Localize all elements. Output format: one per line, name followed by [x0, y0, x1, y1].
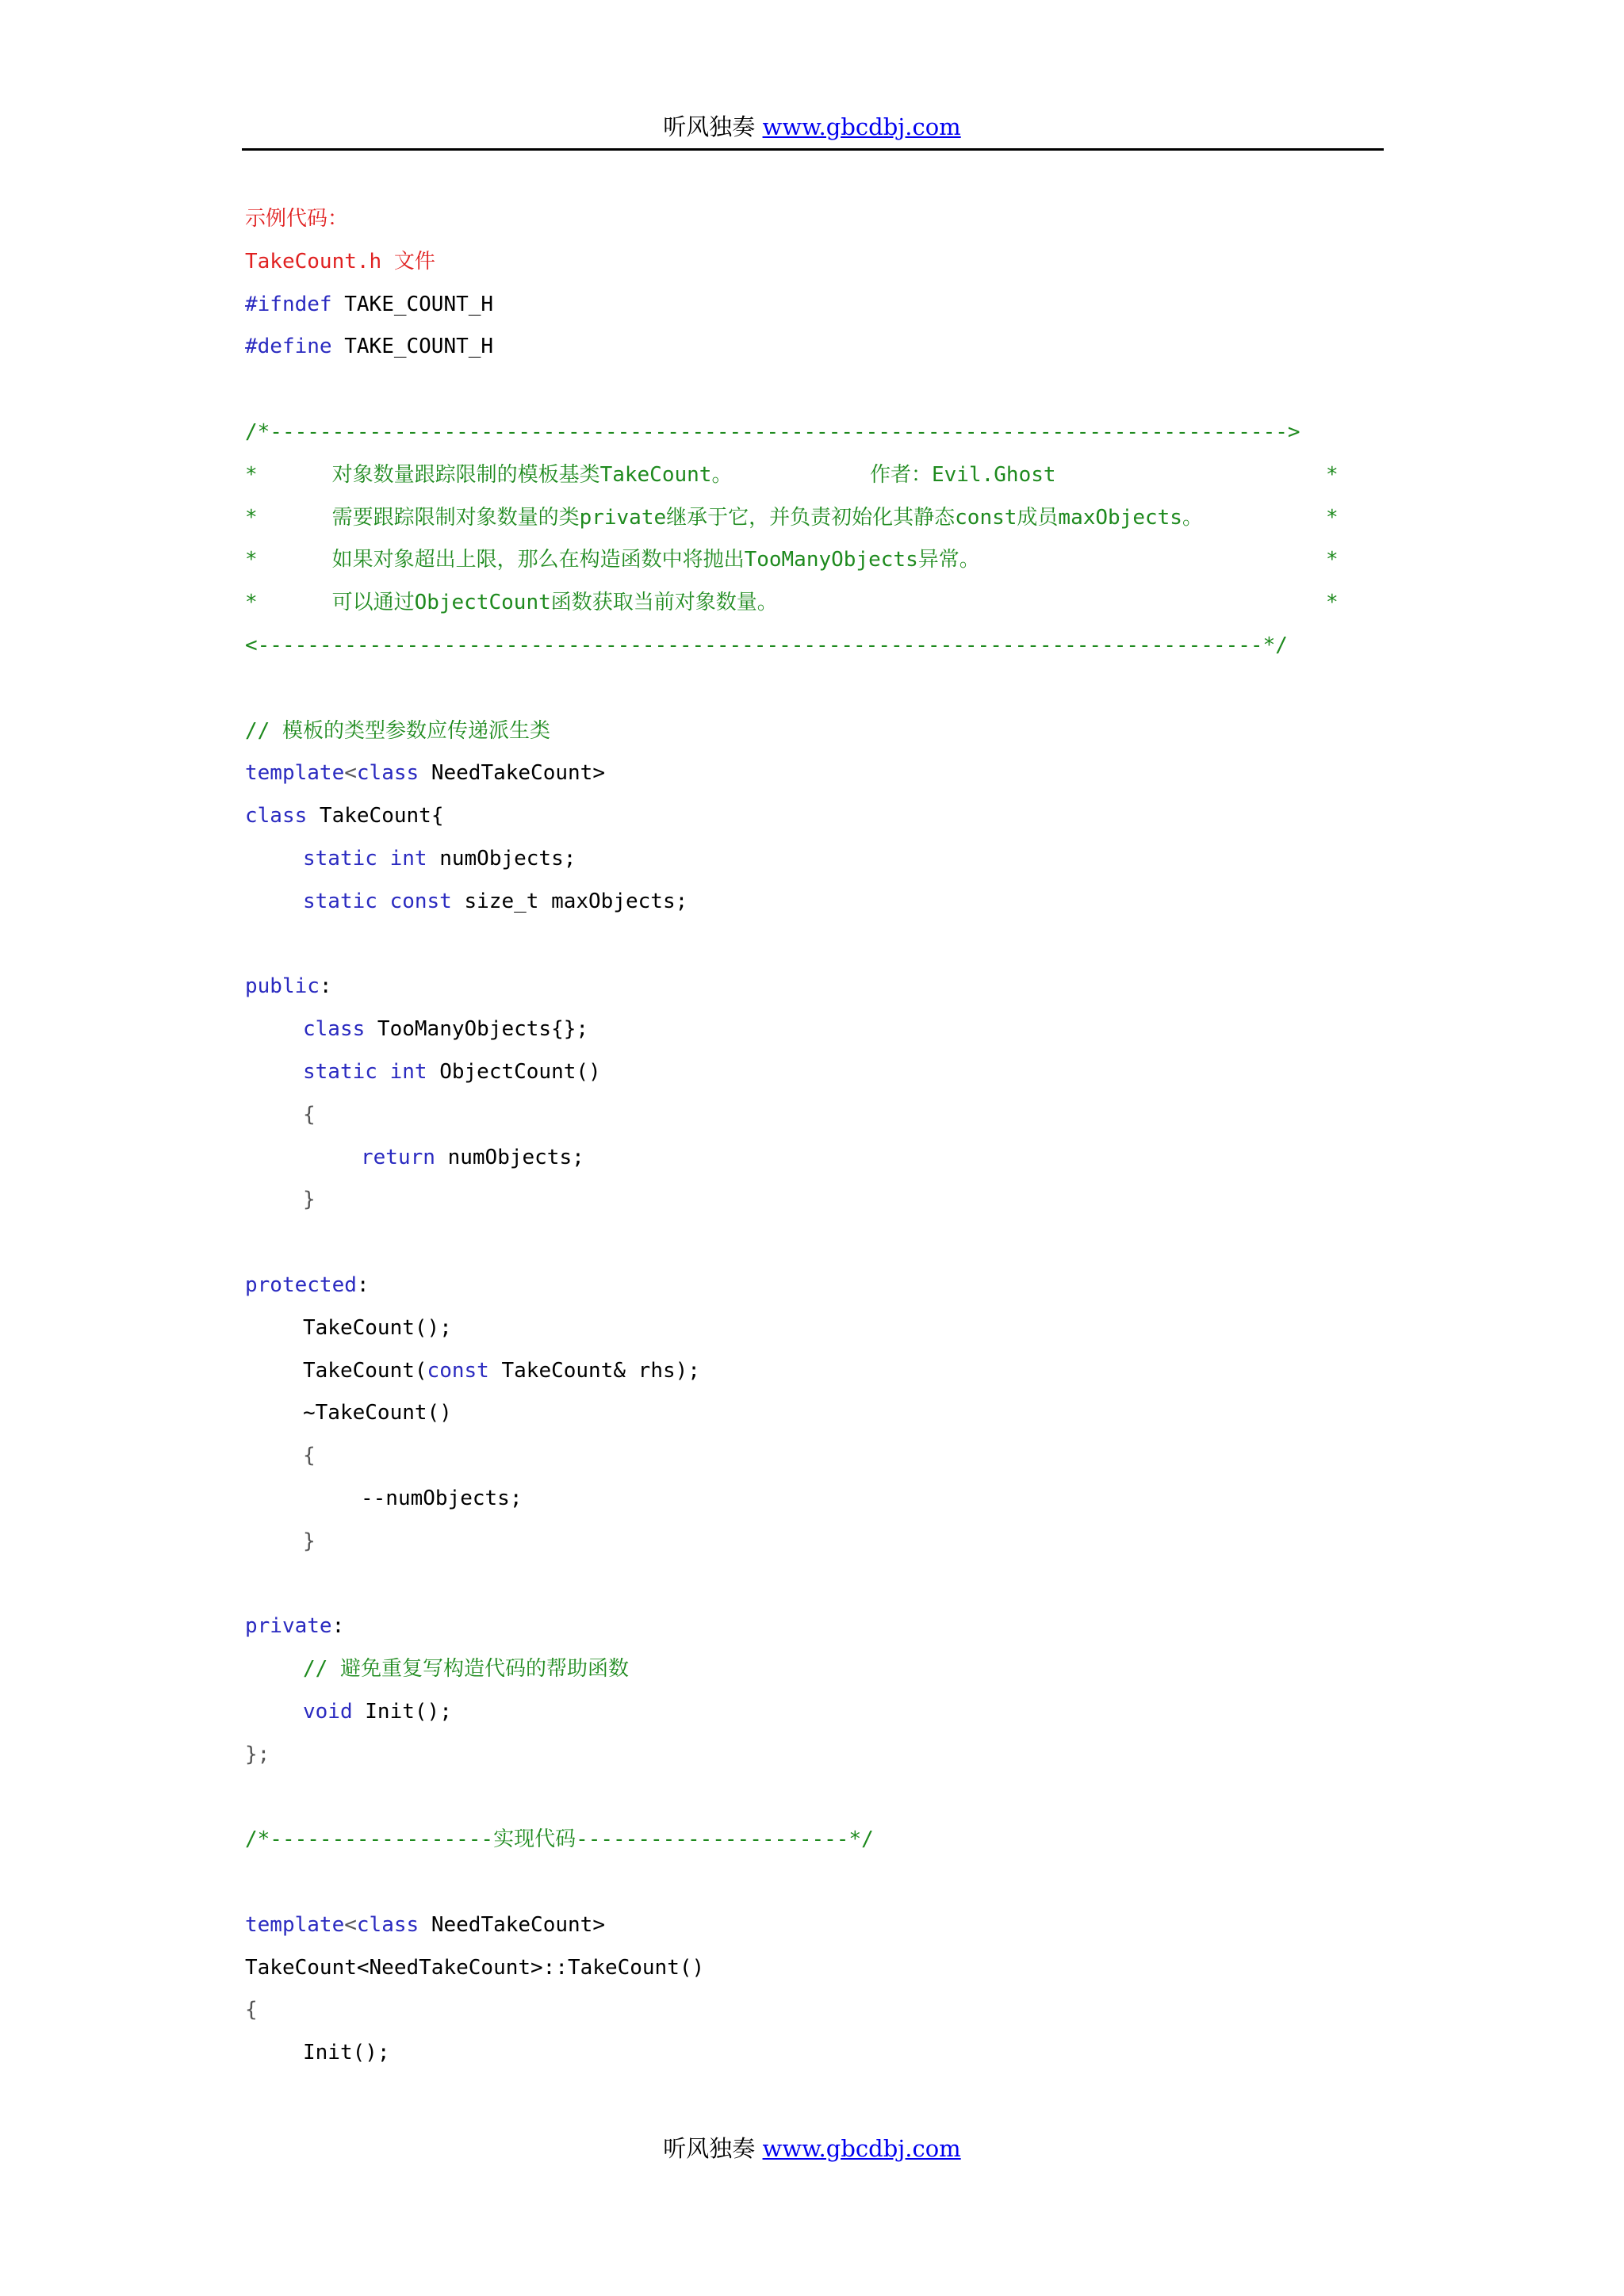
copy-ctor-b: TakeCount& rhs);	[488, 1358, 700, 1383]
void-kw: void	[303, 1699, 353, 1724]
copy-ctor-line	[245, 1350, 1395, 1393]
class-decl-line	[245, 795, 1395, 838]
header-link[interactable]: www.gbcdbj.com	[762, 113, 961, 140]
impl-template-line	[245, 1904, 1395, 1947]
block-comment-text-3: * 如果对象超出上限，那么在构造函数中将抛出TooManyObjects异常。	[245, 548, 980, 572]
template-param-name: NeedTakeCount>	[419, 761, 605, 786]
header-site-name: 听风独奏	[663, 113, 756, 140]
protected-label: protected	[245, 1272, 357, 1297]
object-count-rest: ObjectCount()	[427, 1059, 601, 1084]
template-keyword: template	[245, 761, 345, 786]
template-param-name: NeedTakeCount>	[419, 1912, 605, 1937]
intro-label: 示例代码：	[245, 207, 349, 231]
ctor-line: TakeCount();	[303, 1315, 452, 1340]
public-label-line	[245, 966, 1395, 1008]
object-count-kw: static int	[303, 1059, 427, 1084]
blank-line	[245, 1222, 1395, 1265]
colon: :	[319, 974, 332, 999]
return-kw: return	[361, 1145, 435, 1169]
page-footer	[0, 2131, 1624, 2164]
block-comment-author: 作者：Evil.Ghost	[870, 462, 1056, 487]
private-comment: // 避免重复写构造代码的帮助函数	[303, 1657, 629, 1682]
class-name: TakeCount{	[307, 804, 444, 828]
private-label: private	[245, 1614, 332, 1639]
block-comment-star-3: *	[1326, 548, 1339, 572]
copy-ctor-a: TakeCount(	[303, 1358, 427, 1383]
block-comment-line-1	[245, 454, 1395, 497]
init-decl-line	[245, 1691, 1395, 1734]
block-comment-line-4	[245, 582, 1395, 625]
member-kw: static const	[303, 889, 452, 913]
ifndef-line	[245, 284, 1395, 327]
blank-line	[245, 1776, 1395, 1819]
object-count-line	[245, 1051, 1395, 1094]
block-comment-star-1: *	[1326, 462, 1339, 487]
block-comment-text-2: * 需要跟踪限制对象数量的类private继承于它，并负责初始化其静态const成员maxObjects。	[245, 505, 1203, 530]
blank-line	[245, 1862, 1395, 1904]
block-comment-top-border: /*---------------------------------------------------------------------------------->	[245, 419, 1300, 444]
object-count-open-brace: {	[303, 1102, 316, 1127]
init-decl-rest: Init();	[352, 1699, 452, 1724]
exception-rest: TooManyObjects{};	[365, 1017, 589, 1042]
block-comment-star-2: *	[1326, 505, 1339, 530]
template-keyword: template	[245, 1912, 345, 1937]
block-comment-top	[245, 411, 1395, 454]
blank-line	[245, 924, 1395, 966]
dtor-line: ~TakeCount()	[303, 1401, 452, 1425]
member-num-objects	[245, 838, 1395, 881]
define-arg: TAKE_COUNT_H	[344, 335, 494, 359]
block-comment-bottom	[245, 625, 1395, 668]
member-kw: static int	[303, 846, 427, 871]
dtor-body: --numObjects;	[361, 1486, 523, 1510]
public-label: public	[245, 974, 320, 999]
define-directive: #define	[245, 335, 332, 359]
class-keyword: class	[245, 804, 308, 828]
object-count-close-brace: }	[303, 1188, 316, 1212]
private-label-line	[245, 1605, 1395, 1648]
footer-link[interactable]: www.gbcdbj.com	[762, 2135, 961, 2162]
ifndef-directive: #ifndef	[245, 292, 332, 316]
blank-line	[245, 1563, 1395, 1606]
footer-site-name: 听风独奏	[663, 2135, 756, 2162]
member-rest: size_t maxObjects;	[451, 889, 688, 913]
exception-class-line	[245, 1008, 1395, 1051]
block-comment-star-4: *	[1326, 591, 1339, 615]
class-keyword: class	[356, 761, 419, 786]
impl-open-brace: {	[245, 1998, 258, 2022]
template-lt: <	[344, 761, 357, 786]
ifndef-arg: TAKE_COUNT_H	[344, 292, 494, 316]
template-decl-line	[245, 752, 1395, 795]
blank-line	[245, 668, 1395, 710]
exception-kw: class	[303, 1017, 366, 1042]
colon: :	[331, 1614, 345, 1639]
header-divider	[242, 148, 1384, 151]
block-comment-line-3	[245, 539, 1395, 582]
member-rest: numObjects;	[427, 846, 576, 871]
blank-line	[245, 369, 1395, 411]
colon: :	[356, 1272, 370, 1297]
template-param-comment: // 模板的类型参数应传递派生类	[245, 718, 550, 743]
code-listing	[245, 198, 1395, 2075]
block-comment-bottom-border: <---------------------------------------------------------------------------------*/	[245, 633, 1288, 657]
define-line	[245, 326, 1395, 369]
intro-filename: TakeCount.h 文件	[245, 249, 435, 274]
class-keyword: class	[356, 1912, 419, 1937]
impl-ctor-signature: TakeCount<NeedTakeCount>::TakeCount()	[245, 1955, 705, 1980]
class-end: };	[245, 1742, 270, 1766]
impl-body: Init();	[303, 2041, 390, 2065]
block-comment-text-1: * 对象数量跟踪限制的模板基类TakeCount。	[245, 462, 733, 487]
block-comment-text-4: * 可以通过ObjectCount函数获取当前对象数量。	[245, 591, 778, 615]
return-line	[245, 1137, 1395, 1180]
template-lt: <	[344, 1912, 357, 1937]
member-max-objects	[245, 881, 1395, 924]
return-rest: numObjects;	[435, 1145, 584, 1169]
copy-ctor-const: const	[427, 1358, 489, 1383]
impl-comment: /*------------------实现代码----------------------*/	[245, 1827, 874, 1852]
dtor-open-brace: {	[303, 1444, 316, 1468]
dtor-close-brace: }	[303, 1529, 316, 1553]
protected-label-line	[245, 1265, 1395, 1307]
page-header	[0, 109, 1624, 142]
block-comment-line-2	[245, 497, 1395, 540]
